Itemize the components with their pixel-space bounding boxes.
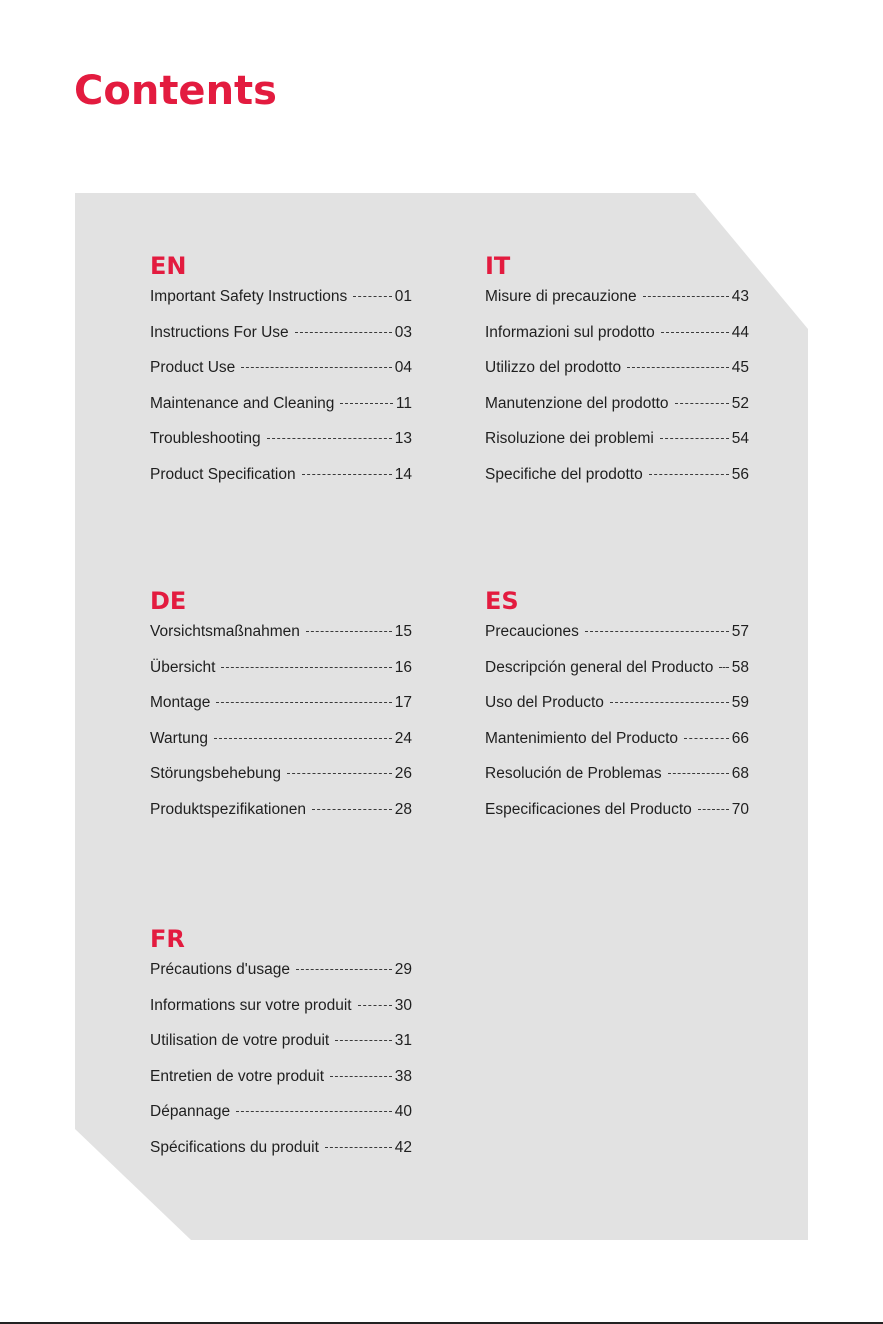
section-it bbox=[485, 250, 749, 502]
section-heading-it: IT bbox=[485, 252, 511, 280]
toc-entry-page: 15 bbox=[394, 623, 412, 640]
toc-entry-label: Especificaciones del Producto bbox=[485, 800, 692, 818]
dot-leader bbox=[668, 773, 729, 774]
toc-entry-page: 66 bbox=[731, 729, 749, 747]
toc-entry-label: Misure di precauzione bbox=[485, 288, 637, 305]
toc-entry[interactable] bbox=[150, 324, 412, 360]
toc-entry-page: 13 bbox=[394, 430, 412, 448]
section-heading-es: ES bbox=[485, 587, 519, 615]
toc-entry-page: 24 bbox=[394, 729, 412, 747]
toc-entry-label: Informazioni sul prodotto bbox=[485, 323, 655, 341]
toc-entry[interactable] bbox=[150, 961, 412, 997]
dot-leader bbox=[643, 296, 729, 297]
dot-leader bbox=[661, 332, 729, 333]
dot-leader bbox=[267, 438, 392, 439]
toc-entry[interactable] bbox=[150, 1139, 412, 1175]
toc-entry[interactable] bbox=[485, 430, 749, 466]
toc-entry-label: Mantenimiento del Producto bbox=[485, 729, 679, 747]
section-es bbox=[485, 585, 749, 837]
toc-entry-label: Informations sur votre produit bbox=[150, 996, 352, 1014]
toc-entry[interactable] bbox=[150, 659, 412, 695]
dot-leader bbox=[585, 631, 729, 632]
toc-entry[interactable] bbox=[150, 694, 412, 730]
toc-entry[interactable] bbox=[150, 997, 412, 1033]
section-heading-de: DE bbox=[150, 587, 187, 615]
dot-leader bbox=[335, 1040, 392, 1041]
toc-entry[interactable] bbox=[485, 324, 749, 360]
dot-leader bbox=[312, 809, 392, 810]
toc-entry-page: 16 bbox=[394, 658, 412, 676]
toc-entry-page: 57 bbox=[731, 623, 749, 640]
toc-entry-label: Spécifications du produit bbox=[150, 1138, 319, 1156]
toc-entry-page: 26 bbox=[394, 765, 412, 783]
toc-entry-label: Wartung bbox=[150, 729, 209, 747]
toc-entry-label: Übersicht bbox=[150, 658, 216, 676]
toc-entry-page: 40 bbox=[394, 1103, 412, 1121]
dot-leader bbox=[241, 367, 391, 368]
dot-leader bbox=[302, 474, 392, 475]
dot-leader bbox=[295, 332, 392, 333]
toc-entry[interactable] bbox=[150, 765, 412, 801]
toc-entry-page: 17 bbox=[394, 694, 412, 712]
toc-entry-page: 11 bbox=[395, 394, 412, 412]
toc-entry[interactable] bbox=[150, 288, 412, 324]
dot-leader bbox=[719, 667, 728, 668]
section-de bbox=[150, 585, 412, 837]
dot-leader bbox=[610, 702, 729, 703]
dot-leader bbox=[236, 1111, 392, 1112]
toc-entry-page: 14 bbox=[394, 465, 412, 483]
dot-leader bbox=[306, 631, 392, 632]
dot-leader bbox=[358, 1005, 392, 1006]
toc-entry-label: Precauciones bbox=[485, 623, 579, 640]
toc-entry-page: 45 bbox=[731, 359, 749, 377]
section-en bbox=[150, 250, 412, 502]
toc-entry-page: 01 bbox=[394, 288, 412, 305]
dot-leader bbox=[221, 667, 391, 668]
toc-entry-label: Manutenzione del prodotto bbox=[485, 394, 669, 412]
toc-entry[interactable] bbox=[150, 430, 412, 466]
toc-entry-page: 59 bbox=[731, 694, 749, 712]
toc-entry[interactable] bbox=[485, 765, 749, 801]
dot-leader bbox=[325, 1147, 392, 1148]
toc-entry-label: Dépannage bbox=[150, 1103, 231, 1121]
toc-entry-page: 04 bbox=[394, 359, 412, 377]
dot-leader bbox=[698, 809, 729, 810]
dot-leader bbox=[287, 773, 392, 774]
toc-entry-page: 31 bbox=[394, 1032, 412, 1050]
toc-entry[interactable] bbox=[485, 801, 749, 837]
dot-leader bbox=[216, 702, 391, 703]
section-heading-en: EN bbox=[150, 252, 187, 280]
toc-entry-label: Utilisation de votre produit bbox=[150, 1032, 330, 1050]
toc-entry-page: 52 bbox=[731, 394, 749, 412]
toc-entry-page: 44 bbox=[731, 323, 749, 341]
dot-leader bbox=[296, 969, 392, 970]
section-fr bbox=[150, 923, 412, 1175]
dot-leader bbox=[675, 403, 729, 404]
toc-entry-label: Troubleshooting bbox=[150, 430, 261, 448]
page-title: Contents bbox=[74, 68, 277, 114]
toc-entry[interactable] bbox=[150, 1032, 412, 1068]
toc-entry[interactable] bbox=[150, 395, 412, 431]
dot-leader bbox=[684, 738, 729, 739]
toc-entry[interactable] bbox=[485, 466, 749, 502]
toc-entry-label: Störungsbehebung bbox=[150, 765, 282, 783]
toc-entry[interactable] bbox=[485, 359, 749, 395]
toc-entry-page: 54 bbox=[731, 430, 749, 448]
toc-entry-label: Vorsichtsmaßnahmen bbox=[150, 623, 300, 640]
toc-entry-label: Product Use bbox=[150, 359, 236, 377]
toc-entry-page: 43 bbox=[731, 288, 749, 305]
toc-entry-label: Important Safety Instructions bbox=[150, 288, 348, 305]
toc-entry-label: Specifiche del prodotto bbox=[485, 465, 643, 483]
toc-entry-page: 70 bbox=[731, 800, 749, 818]
toc-entry-page: 38 bbox=[394, 1067, 412, 1085]
toc-entry-label: Utilizzo del prodotto bbox=[485, 359, 622, 377]
dot-leader bbox=[660, 438, 729, 439]
section-heading-fr: FR bbox=[150, 925, 185, 953]
dot-leader bbox=[340, 403, 392, 404]
toc-entry[interactable] bbox=[150, 466, 412, 502]
toc-entry[interactable] bbox=[150, 359, 412, 395]
toc-entry-page: 29 bbox=[394, 961, 412, 978]
toc-entry-label: Instructions For Use bbox=[150, 323, 289, 341]
toc-entry-label: Risoluzione dei problemi bbox=[485, 430, 654, 448]
toc-entry-label: Maintenance and Cleaning bbox=[150, 394, 335, 412]
toc-entry-page: 42 bbox=[394, 1138, 412, 1156]
dot-leader bbox=[353, 296, 391, 297]
dot-leader bbox=[214, 738, 392, 739]
toc-entry-label: Produktspezifikationen bbox=[150, 800, 306, 818]
toc-entry-label: Product Specification bbox=[150, 465, 296, 483]
toc-entry-page: 68 bbox=[731, 765, 749, 783]
toc-entry-label: Entretien de votre produit bbox=[150, 1067, 325, 1085]
dot-leader bbox=[330, 1076, 392, 1077]
toc-entry[interactable] bbox=[150, 1103, 412, 1139]
toc-entry-label: Resolución de Problemas bbox=[485, 765, 662, 783]
toc-entry[interactable] bbox=[150, 1068, 412, 1104]
toc-entry-page: 30 bbox=[394, 996, 412, 1014]
toc-entry-label: Descripción general del Producto bbox=[485, 658, 714, 676]
toc-entry[interactable] bbox=[150, 623, 412, 659]
toc-entry-page: 28 bbox=[394, 800, 412, 818]
toc-entry-page: 03 bbox=[394, 323, 412, 341]
toc-entry[interactable] bbox=[485, 694, 749, 730]
toc-entry-label: Uso del Producto bbox=[485, 694, 604, 712]
toc-entry[interactable] bbox=[485, 288, 749, 324]
dot-leader bbox=[627, 367, 729, 368]
toc-entry-page: 56 bbox=[731, 465, 749, 483]
toc-entry[interactable] bbox=[485, 730, 749, 766]
toc-entry[interactable] bbox=[150, 801, 412, 837]
toc-entry-page: 58 bbox=[731, 658, 749, 676]
dot-leader bbox=[649, 474, 729, 475]
toc-entry[interactable] bbox=[485, 659, 749, 695]
toc-entry[interactable] bbox=[485, 623, 749, 659]
toc-entry[interactable] bbox=[150, 730, 412, 766]
toc-entry-label: Précautions d'usage bbox=[150, 961, 290, 978]
toc-entry-label: Montage bbox=[150, 694, 211, 712]
toc-entry[interactable] bbox=[485, 395, 749, 431]
